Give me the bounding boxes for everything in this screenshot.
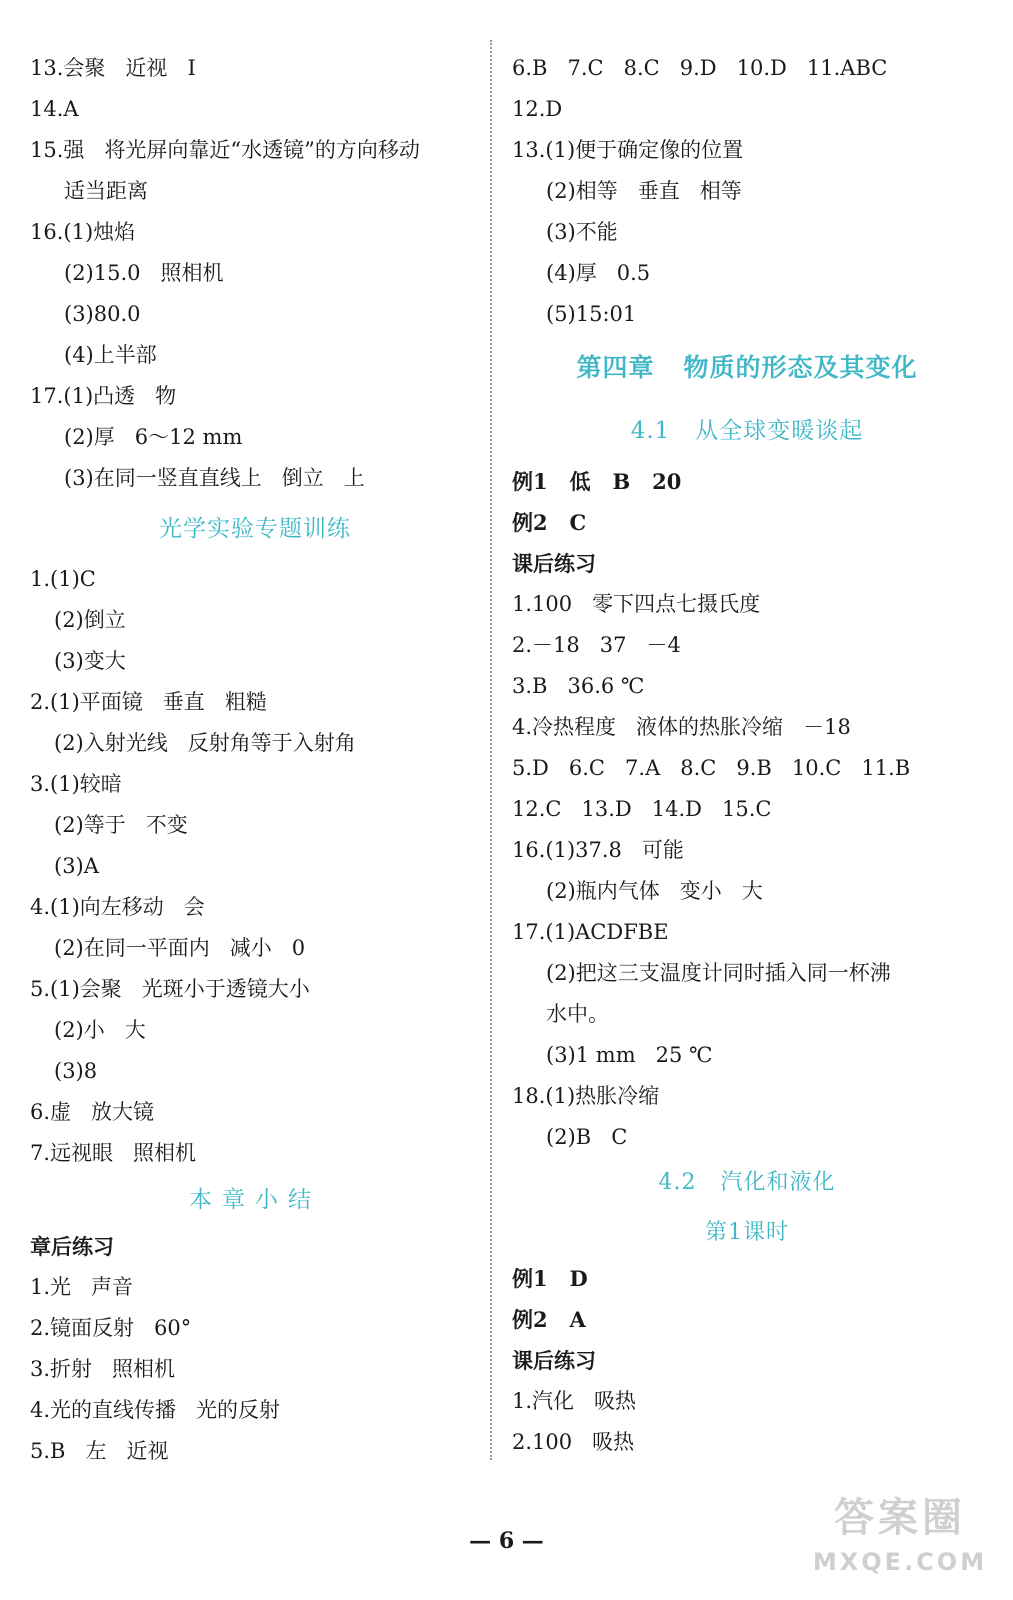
subheading: 课后练习 [512,551,596,576]
watermark-title: 答案圈 [834,1495,966,1541]
section-heading: 光学实验专题训练 [159,516,351,542]
subheading: 例1 D [512,1266,588,1291]
answer-line: (3)不能 [546,220,618,244]
answer-line: (3)8 [54,1059,98,1083]
subheading: 课后练习 [512,1348,596,1373]
answer-line: 16.(1)37.8 可能 [512,838,684,862]
watermark-url: MXQE.COM [812,1548,988,1576]
answer-line: 4.(1)向左移动 会 [30,895,205,919]
answer-line: 17.(1)凸透 物 [30,384,177,408]
answer-line: 5.B 左 近视 [30,1439,169,1463]
answer-line: (5)15:01 [546,302,637,326]
section-heading: 4.2 汽化和液化 [658,1170,836,1195]
subheading: 例2 C [512,510,587,535]
answer-line: (3)A [54,854,99,878]
answer-line: (2)B C [546,1125,628,1149]
left-column [30,48,480,1472]
answer-line: 2.镜面反射 60° [30,1316,192,1340]
answer-line: 适当距离 [64,179,148,203]
subheading: 例1 低 B 20 [512,469,682,494]
answer-line: (2)等于 不变 [54,813,188,837]
answer-line: 16.(1)烛焰 [30,220,136,244]
answer-line: 15.强 将光屏向靠近“水透镜”的方向移动 [30,138,420,162]
right-column [512,48,982,1463]
answer-line: (2)把这三支温度计同时插入同一杯沸 [546,961,891,985]
answer-line: (2)倒立 [54,608,126,632]
answer-line: 7.远视眼 照相机 [30,1141,197,1165]
answer-line: (2)在同一平面内 减小 0 [54,936,306,960]
answer-line: (3)1 mm 25 ℃ [546,1043,713,1067]
column-divider [490,40,492,1460]
answer-line: (3)80.0 [64,302,141,326]
answer-line: 1.(1)C [30,567,96,591]
answer-line: (2)相等 垂直 相等 [546,179,742,203]
answer-line: 2.100 吸热 [512,1430,635,1454]
answer-line: 1.光 声音 [30,1275,134,1299]
answer-line: 12.D [512,97,563,121]
answer-line: 水中。 [546,1002,609,1026]
section-heading: 4.1 从全球变暖谈起 [630,418,864,444]
answer-line: 18.(1)热胀冷缩 [512,1084,660,1108]
answer-line: (4)厚 0.5 [546,261,651,285]
answer-line: (3)在同一竖直直线上 倒立 上 [64,466,365,490]
answer-line: 3.B 36.6 ℃ [512,674,645,698]
answer-line: 3.(1)较暗 [30,772,122,796]
answer-line: 13.(1)便于确定像的位置 [512,138,744,162]
answer-line: 5.(1)会聚 光斑小于透镜大小 [30,977,310,1001]
answer-line: (2)15.0 照相机 [64,261,224,285]
answer-line: 1.汽化 吸热 [512,1389,637,1413]
answer-line: 2.(1)平面镜 垂直 粗糙 [30,690,267,714]
answer-line: (3)变大 [54,649,126,673]
answer-line: (2)瓶内气体 变小 大 [546,879,763,903]
answer-line: 4.光的直线传播 光的反射 [30,1398,281,1422]
answer-line: 12.C 13.D 14.D 15.C [512,797,772,821]
answer-line: (2)入射光线 反射角等于入射角 [54,731,356,755]
subheading: 例2 A [512,1307,586,1332]
answer-line: 3.折射 照相机 [30,1357,176,1381]
answer-line: (2)小 大 [54,1018,146,1042]
answer-line: 6.虚 放大镜 [30,1100,155,1124]
answer-line: 4.冷热程度 液体的热胀冷缩 －18 [512,715,851,739]
answer-line: 2.－18 37 －4 [512,633,681,657]
answer-line: 1.100 零下四点七摄氏度 [512,592,761,616]
page-number: — 6 — [469,1528,544,1554]
answer-line: 14.A [30,97,79,121]
watermark-logo [805,1490,995,1590]
answer-line: 6.B 7.C 8.C 9.D 10.D 11.ABC [512,56,888,80]
answer-line: 17.(1)ACDFBE [512,920,669,944]
section-heading: 第1课时 [705,1220,789,1245]
subheading: 章后练习 [30,1234,114,1259]
answer-line: (2)厚 6～12 mm [64,425,243,449]
answer-line: (4)上半部 [64,343,157,367]
section-heading: 本章小结 [189,1187,321,1213]
chapter-heading: 第四章 物质的形态及其变化 [576,353,918,382]
answer-line: 5.D 6.C 7.A 8.C 9.B 10.C 11.B [512,756,911,780]
answer-line: 13.会聚 近视 Ⅰ [30,56,196,80]
